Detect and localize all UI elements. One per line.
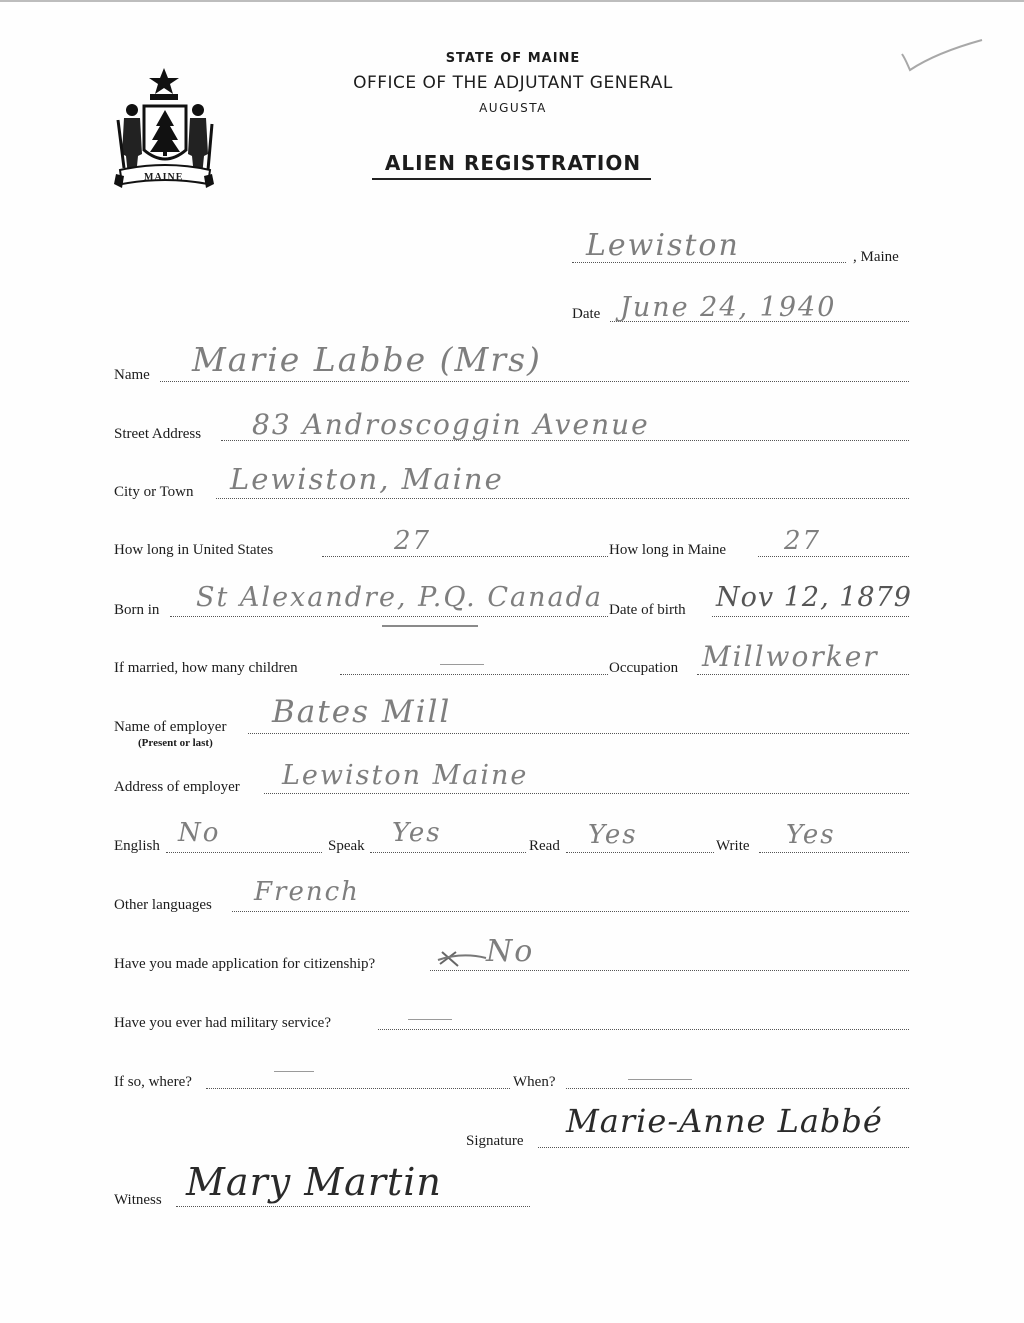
when-line — [566, 1088, 909, 1089]
where-label: If so, where? — [114, 1074, 192, 1090]
employer-address-value: Lewiston Maine — [282, 760, 529, 791]
citizenship-value: No — [486, 934, 535, 969]
how-long-maine-label: How long in Maine — [609, 542, 727, 558]
where-dash — [274, 1071, 314, 1072]
speak-value: Yes — [392, 818, 442, 848]
date-of-birth-line — [712, 616, 909, 617]
military-label: Have you ever had military service? — [114, 1015, 331, 1031]
where-line — [206, 1088, 510, 1089]
seal-label: MAINE — [144, 172, 184, 183]
military-dash — [408, 1019, 452, 1020]
write-label: Write — [716, 838, 750, 854]
read-line — [566, 852, 714, 853]
when-label: When? — [513, 1074, 556, 1090]
citizenship-label: Have you made application for citizenship? — [114, 956, 376, 972]
date-of-birth-label: Date of birth — [609, 602, 686, 618]
read-label: Read — [529, 838, 560, 854]
city-or-town-value: Lewiston, Maine — [230, 462, 504, 496]
write-line — [759, 852, 909, 853]
employer-label: Name of employer — [114, 719, 227, 735]
town-value: Lewiston — [586, 228, 740, 263]
born-in-label: Born in — [114, 602, 160, 618]
children-label: If married, how many children — [114, 660, 298, 676]
header-state: STATE OF MAINE — [445, 51, 581, 66]
city-or-town-label: City or Town — [114, 484, 194, 500]
employer-line — [248, 733, 909, 734]
occupation-line — [697, 674, 909, 675]
born-in-underline — [382, 625, 478, 627]
english-value: No — [178, 818, 221, 848]
signature-label: Signature — [466, 1133, 524, 1149]
date-of-birth-value: Nov 12, 1879 — [716, 582, 912, 613]
header-city: AUGUSTA — [479, 101, 547, 115]
how-long-maine-value: 27 — [784, 526, 822, 556]
signature-value: Marie-Anne Labbé — [566, 1102, 883, 1140]
read-value: Yes — [588, 820, 638, 850]
employer-address-label: Address of employer — [114, 779, 240, 795]
check-mark-icon — [898, 36, 988, 80]
born-in-line — [170, 616, 608, 617]
date-value: June 24, 1940 — [620, 292, 837, 323]
when-dash — [628, 1079, 692, 1080]
how-long-maine-line — [758, 556, 909, 557]
struck-out-mark-icon — [436, 946, 488, 972]
witness-value: Mary Martin — [186, 1160, 442, 1204]
header-office: OFFICE OF THE ADJUTANT GENERAL — [353, 73, 673, 93]
signature-line — [538, 1147, 909, 1148]
citizenship-line — [430, 970, 909, 971]
children-dash — [440, 664, 484, 665]
other-languages-line — [232, 911, 909, 912]
occupation-label: Occupation — [609, 660, 679, 676]
street-address-value: 83 Androscoggin Avenue — [252, 408, 650, 441]
speak-line — [370, 852, 526, 853]
title-underline — [372, 178, 651, 180]
speak-label: Speak — [328, 838, 365, 854]
employer-address-line — [264, 793, 909, 794]
write-value: Yes — [786, 820, 836, 850]
children-line — [340, 674, 608, 675]
city-or-town-line — [216, 498, 909, 499]
other-languages-value: French — [254, 877, 360, 907]
how-long-us-value: 27 — [394, 526, 432, 556]
military-line — [378, 1029, 909, 1030]
other-languages-label: Other languages — [114, 897, 212, 913]
how-long-us-label: How long in United States — [114, 542, 274, 558]
date-label: Date — [572, 306, 601, 322]
name-line — [160, 381, 909, 382]
witness-label: Witness — [114, 1192, 162, 1208]
scan-edge — [0, 0, 1024, 2]
maine-suffix: , Maine — [853, 249, 899, 265]
english-line — [166, 852, 322, 853]
employer-value: Bates Mill — [272, 694, 452, 730]
street-address-label: Street Address — [114, 426, 202, 442]
name-label: Name — [114, 367, 150, 383]
witness-line — [176, 1206, 530, 1207]
how-long-us-line — [322, 556, 608, 557]
english-label: English — [114, 838, 160, 854]
employer-note: (Present or last) — [138, 737, 213, 749]
form-title: ALIEN REGISTRATION — [384, 151, 642, 175]
occupation-value: Millworker — [702, 640, 879, 673]
born-in-value: St Alexandre, P.Q. Canada — [196, 582, 603, 613]
name-value: Marie Labbe (Mrs) — [192, 340, 542, 379]
